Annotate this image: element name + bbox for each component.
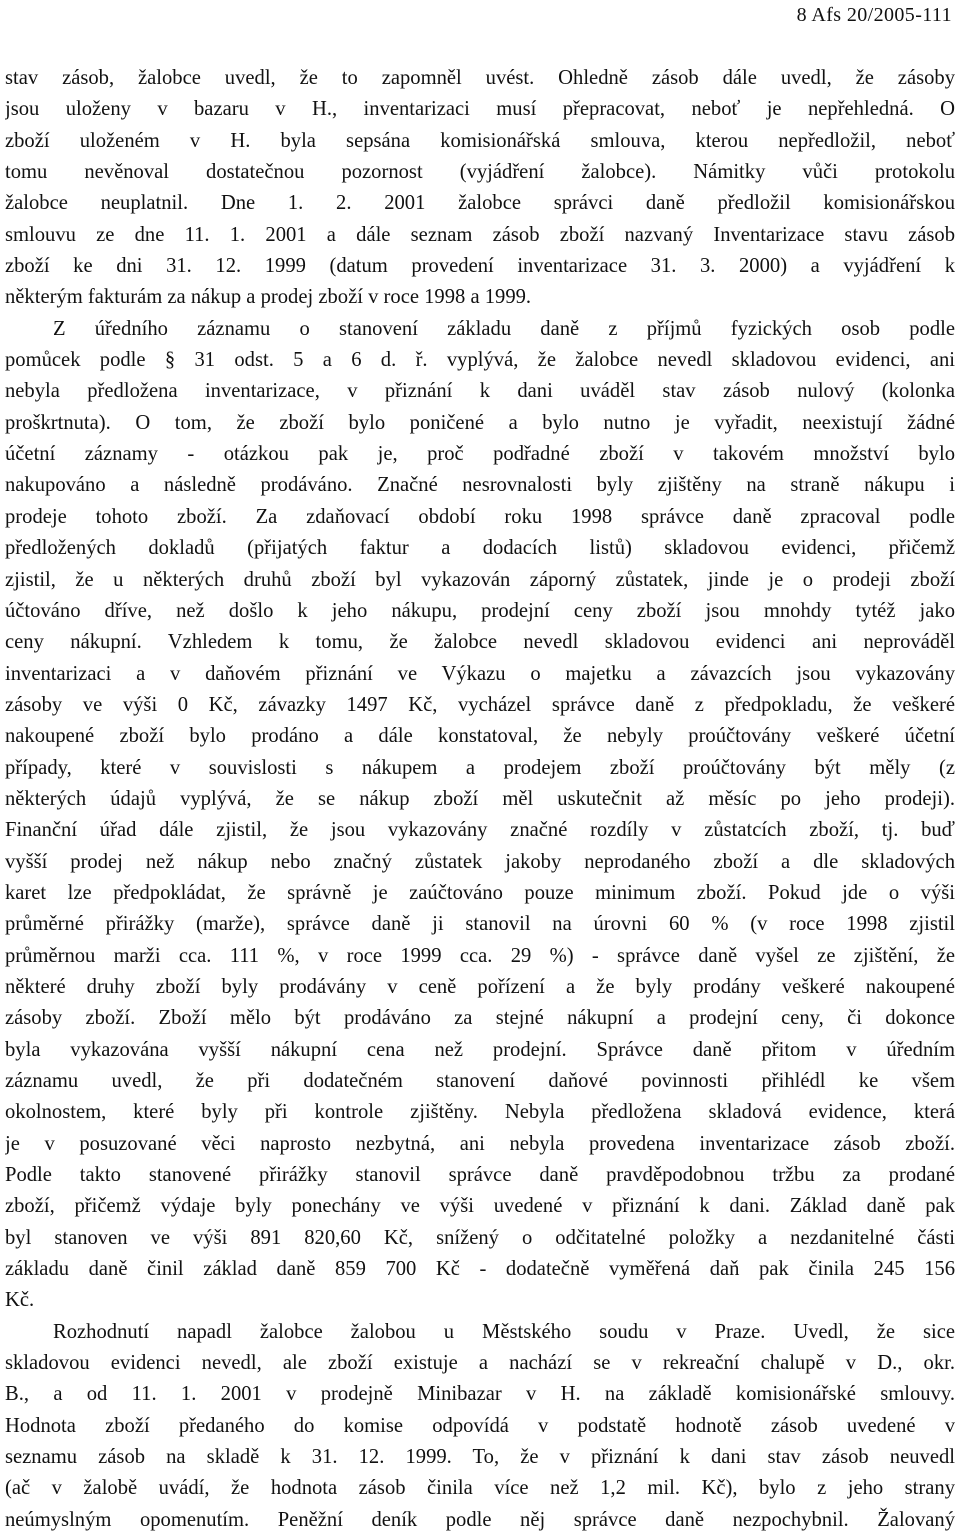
text-line: základu daně činil základ daně 859 700 Kč - dodatečně vyměřená daň pak činila 245 156 xyxy=(5,1258,955,1281)
text-line: zboží uloženém v H. byla sepsána komisionářská smlouva, kterou nepředložil, neboť xyxy=(5,129,955,152)
text-line: účtováno dříve, než došlo k jeho nákupu, prodejní ceny zboží jsou mnohdy tytéž jako xyxy=(5,599,955,622)
text-line: nakoupené zboží bylo prodáno a dále konstatoval, že nebyly proúčtovány veškeré účetní xyxy=(5,725,955,748)
text-line: vyšší prodej než nákup nebo značný zůstatek jakoby neprodaného zboží a dle skladových xyxy=(5,850,955,873)
text-line: Finanční úřad dále zjistil, že jsou vykazovány značné rozdíly v zůstatcích zboží, tj. buď xyxy=(5,819,955,842)
text-line: účetní záznamy - otázkou pak je, proč podřadné zboží v takovém množství bylo xyxy=(5,443,955,466)
paragraph xyxy=(5,314,955,1317)
text-line: některé druhy zboží byly prodávány v ceně pořízení a že byly prodány veškeré nakoupené xyxy=(5,975,955,998)
text-line: Z úředního záznamu o stanovení základu daně z příjmů fyzických osob podle xyxy=(53,317,955,340)
text-line: průměrné přirážky (marže), správce daně ji stanovil na úrovni 60 % (v roce 1998 zjistil xyxy=(5,913,955,936)
text-line: nebyla předložena inventarizace, v přiznání k dani uváděl stav zásob nulový (kolonka xyxy=(5,380,955,403)
document-body xyxy=(5,63,955,1536)
text-line: zásoby zboží. Zboží mělo být prodáváno za stejné nákupní a prodejní ceny, či dokonce xyxy=(5,1007,955,1030)
text-line: zjistil, že u některých druhů zboží byl vykazován záporný zůstatek, jinde je o prodeji zboží xyxy=(5,568,955,591)
text-line: karet lze předpokládat, že správně je zaúčtováno pouze minimum zboží. Pokud jde o výši xyxy=(5,881,955,904)
text-line: okolnostem, které byly při kontrole zjištěny. Nebyla předložena skladová evidence, která xyxy=(5,1101,955,1124)
text-line: neúmyslným opomenutím. Peněžní deník podle něj správce daně nezpochybnil. Žalovaný xyxy=(5,1508,955,1531)
text-line: zásoby ve výši 0 Kč, závazky 1497 Kč, vycházel správce daně z předpokladu, že veškeré xyxy=(5,693,955,716)
text-line: Podle takto stanovené přirážky stanovil správce daně pravděpodobnou tržbu za prodané xyxy=(5,1164,955,1187)
text-line: některých údajů vyplývá, že se nákup zboží měl uskutečnit až měsíc po jeho prodeji). xyxy=(5,787,955,810)
text-line: tomu nevěnoval dostatečnou pozornost (vyjádření žalobce). Námitky vůči protokolu xyxy=(5,161,955,184)
text-line: byl stanoven ve výši 891 820,60 Kč, snížený o odčitatelné položky a nezdanitelné části xyxy=(5,1226,955,1249)
case-reference: 8 Afs 20/2005-111 xyxy=(796,4,952,26)
text-line: ceny nákupní. Vzhledem k tomu, že žalobce nevedl skladovou evidenci ani neprováděl xyxy=(5,631,955,654)
paragraph xyxy=(5,63,955,314)
text-line: je v posuzované věci naprosto nezbytná, ani nebyla provedena inventarizace zásob zboží. xyxy=(5,1132,955,1155)
text-line: Kč. xyxy=(5,1289,35,1312)
text-line: zboží ke dni 31. 12. 1999 (datum provedení inventarizace 31. 3. 2000) a vyjádření k xyxy=(5,255,955,278)
text-line: proškrtnuta). O tom, že zboží bylo poničené a bylo nutno je vyřadit, neexistují žádné xyxy=(5,411,955,434)
text-line: pomůcek podle § 31 odst. 5 a 6 d. ř. vyplývá, že žalobce nevedl skladovou evidenci, ani xyxy=(5,349,955,372)
text-line: Hodnota zboží předaného do komise odpovídá v podstatě hodnotě zásob uvedené v xyxy=(5,1414,955,1437)
text-line: jsou uloženy v bazaru v H., inventarizaci musí přepracovat, neboť je nepřehledná. O xyxy=(5,98,955,121)
text-line: stav zásob, žalobce uvedl, že to zapomněl uvést. Ohledně zásob dále uvedl, že zásoby xyxy=(5,67,955,89)
text-line: B., a od 11. 1. 2001 v prodejně Minibazar v H. na základě komisionářské smlouvy. xyxy=(5,1383,955,1406)
text-line: byla vykazována vyšší nákupní cena než prodejní. Správce daně přitom v úředním xyxy=(5,1038,955,1061)
text-line: inventarizaci a v daňovém přiznání ve Výkazu o majetku a závazcích jsou vykazovány xyxy=(5,662,955,685)
text-line: (ač v žalobě uvádí, že hodnota zásob činila více než 1,2 mil. Kč), bylo z jeho strany xyxy=(5,1477,955,1500)
paragraph xyxy=(5,1317,955,1536)
text-line: zboží, přičemž výdaje byly ponechány ve výši uvedené v přiznání k dani. Základ daně pak xyxy=(5,1195,955,1218)
text-line: prodeje tohoto zboží. Za zdaňovací období roku 1998 správce daně zpracoval podle xyxy=(5,505,955,528)
text-line: smlouvu ze dne 11. 1. 2001 a dále seznam zásob zboží nazvaný Inventarizace stavu zásob xyxy=(5,223,955,246)
text-line: předložených dokladů (přijatých faktur a dodacích listů) skladovou evidenci, přičemž xyxy=(5,537,955,560)
text-line: záznamu uvedl, že při dodatečném stanovení daňové povinnosti přihlédl ke všem xyxy=(5,1070,955,1092)
text-line: případy, které v souvislosti s nákupem a prodejem zboží proúčtovány být měly (z xyxy=(5,756,955,779)
text-line: žalobce neuplatnil. Dne 1. 2. 2001 žalobce správci daně předložil komisionářskou xyxy=(5,192,955,215)
text-line: některým fakturám za nákup a prodej zboží v roce 1998 a 1999. xyxy=(5,286,532,309)
text-line: skladovou evidenci nevedl, ale zboží existuje a nachází se v rekreační chalupě v D., okr. xyxy=(5,1352,955,1375)
text-line: seznamu zásob na skladě k 31. 12. 1999. To, že v přiznání k dani stav zásob neuvedl xyxy=(5,1446,955,1469)
text-line: Rozhodnutí napadl žalobce žalobou u Městského soudu v Praze. Uvedl, že sice xyxy=(53,1320,955,1343)
text-line: nakupováno a následně prodáváno. Značné nesrovnalosti byly zjištěny na straně nákupu i xyxy=(5,474,955,497)
text-line: průměrnou marži cca. 111 %, v roce 1999 cca. 29 %) - správce daně vyšel ze zjištění, že xyxy=(5,944,955,967)
